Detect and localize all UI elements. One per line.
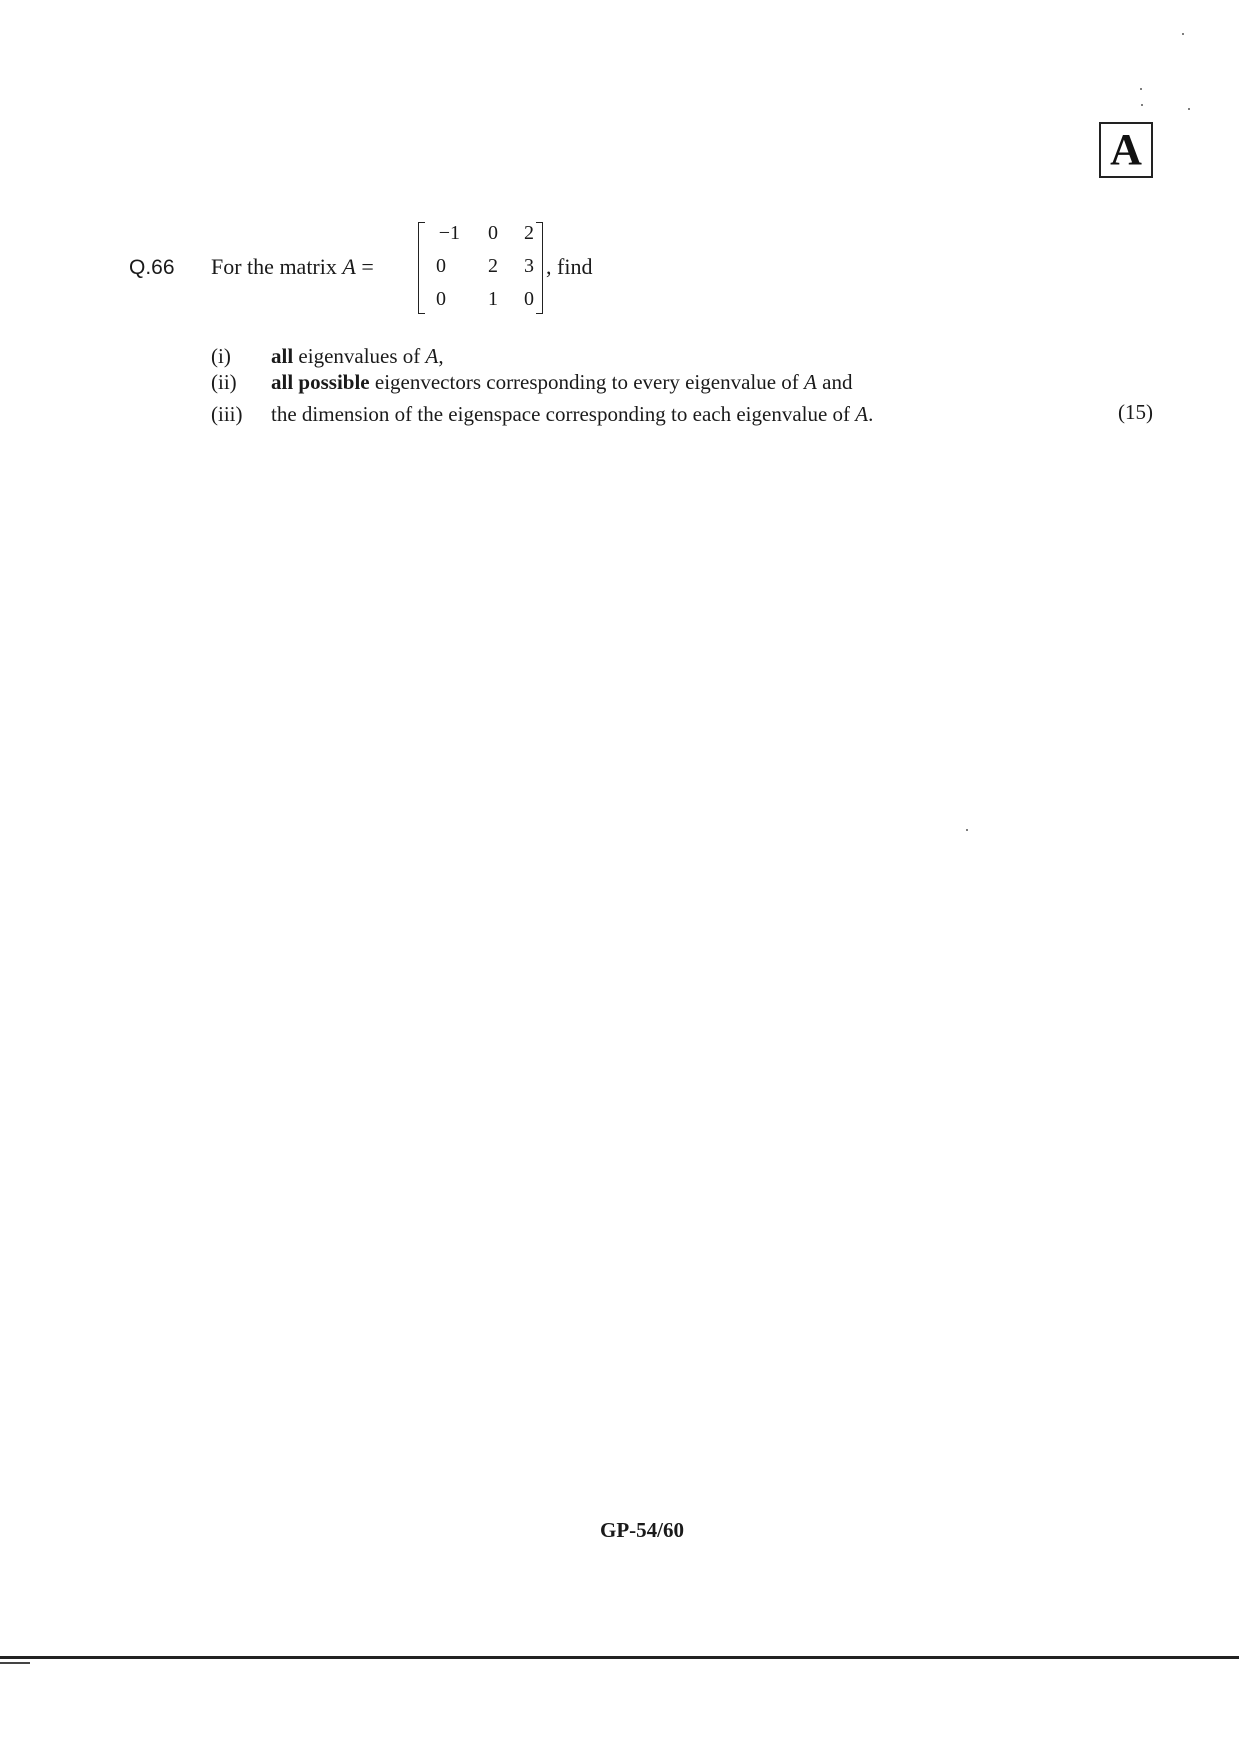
part-text [271,402,873,427]
part-text [271,344,444,369]
scan-speck [966,829,968,831]
part-label: (iii) [211,402,243,426]
matrix-cell: 0 [524,288,534,310]
part-symbol: A [804,370,817,394]
question-number: Q.66 [129,256,175,279]
question-marks: (15) [1118,400,1153,424]
part-symbol: A [425,344,439,368]
scan-speck [1182,33,1184,35]
part-tail: . [868,402,874,426]
page-number: GP-54/60 [600,1518,684,1542]
part-tail: and [816,370,853,394]
part-emphasis: all [271,344,294,368]
equals-sign: = [355,254,374,279]
part-body: eigenvectors corresponding to every eigenvalue of [369,370,805,394]
matrix-cell: 0 [488,222,498,244]
matrix-cell: 0 [436,288,446,310]
matrix-cell: 3 [524,255,534,277]
scan-speck [1188,108,1190,110]
stem-suffix: , find [546,254,593,279]
part-emphasis: all possible [271,370,370,394]
part-tail: , [438,344,444,368]
matrix-a [418,220,543,316]
part-label: (ii) [211,370,237,394]
part-body: eigenvalues of [293,344,426,368]
part-label: (i) [211,344,231,368]
question-stem [211,254,374,280]
matrix-cell: 2 [524,222,534,244]
bottom-rule-mark [0,1662,30,1664]
scan-speck [1141,104,1143,106]
matrix-cell: 0 [436,255,446,277]
stem-text: For the matrix [211,254,343,279]
matrix-symbol: A [342,254,356,279]
matrix-cell: 2 [488,255,498,277]
part-symbol: A [855,402,869,426]
matrix-cell: −1 [438,222,460,244]
bottom-rule [0,1656,1239,1659]
scan-speck [1140,88,1142,90]
paper-code-box: A [1099,122,1153,178]
matrix-cell: 1 [488,288,498,310]
part-body: the dimension of the eigenspace corresponding to each eigenvalue of [271,402,856,426]
matrix-right-bracket [536,222,543,314]
part-text [271,370,852,395]
